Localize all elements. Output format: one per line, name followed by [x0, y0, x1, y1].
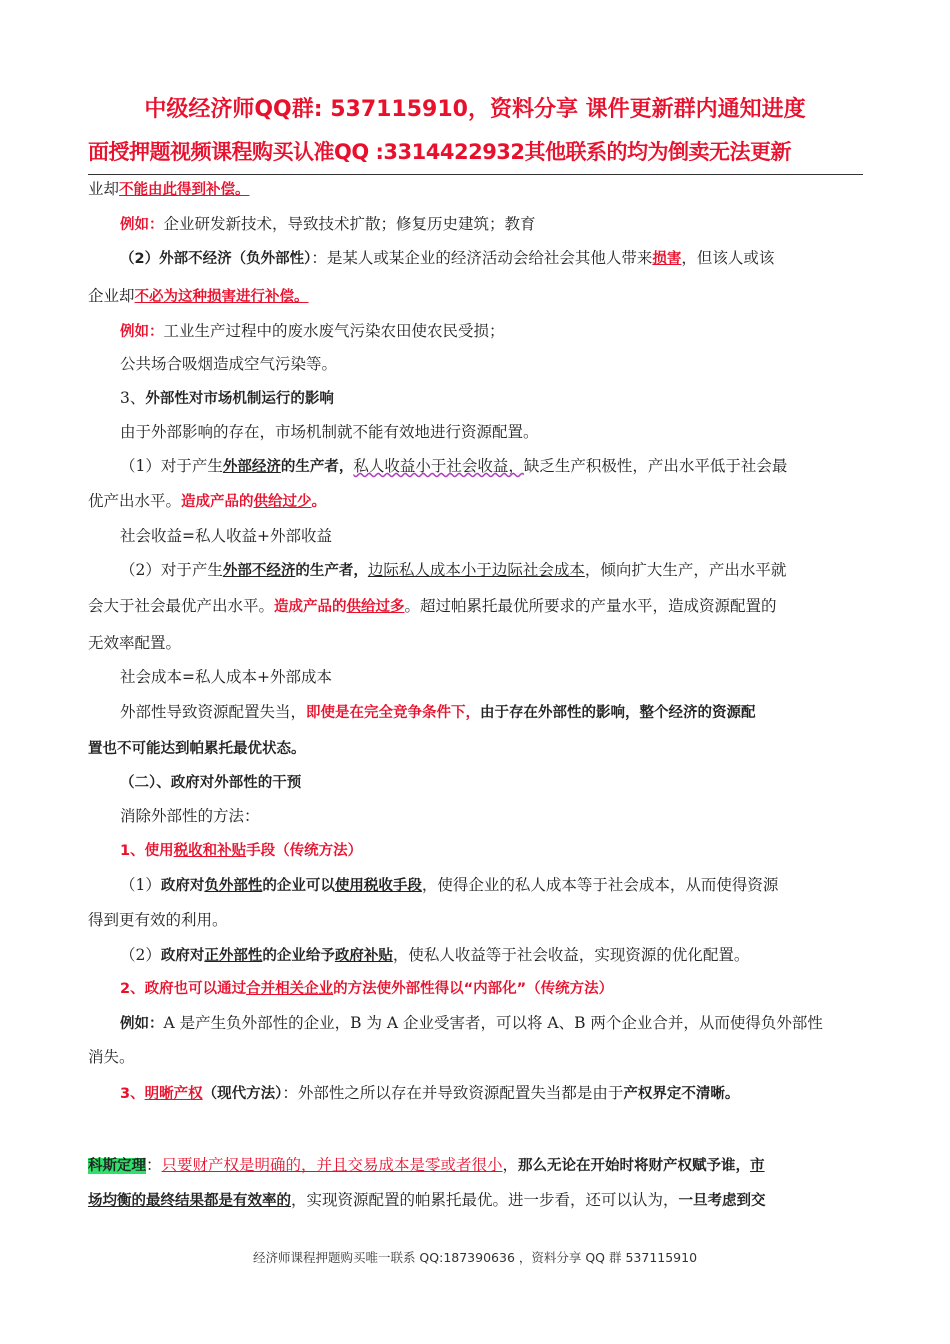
- paragraph-line: 优产出水平。造成产品的供给过少。: [88, 492, 327, 510]
- paragraph-line: 社会成本=私人成本+外部成本: [120, 668, 332, 686]
- paragraph-line: （1）对于产生外部经济的生产者，私人收益小于社会收益，缺乏生产积极性，产出水平低于社会最: [120, 457, 788, 475]
- paragraph-line: 场均衡的最终结果都是有效率的，实现资源配置的帕累托最优。进一步看，还可以认为，一旦考虑到交: [88, 1191, 766, 1209]
- section-heading: 1、使用税收和补贴手段（传统方法）: [120, 843, 363, 859]
- paragraph-line: 得到更有效的利用。: [88, 911, 228, 929]
- paragraph-line: 业却不能由此得到补偿。: [88, 180, 250, 198]
- page-footer: 经济师课程押题购买唯一联系 QQ:187390636 ，资料分享 QQ 群 537115910: [252, 1250, 698, 1265]
- paragraph-line: （2）外部不经济（负外部性）：是某人或某企业的经济活动会给社会其他人带来损害，但该人或该: [120, 249, 775, 267]
- paragraph-line: 例如：工业生产过程中的废水废气污染农田使农民受损；: [120, 322, 505, 340]
- paragraph-line: （2）对于产生外部不经济的生产者，边际私人成本小于边际社会成本，倾向扩大生产，产出水平就: [120, 561, 787, 579]
- paragraph-line: 无效率配置。: [88, 634, 182, 652]
- paragraph-line: （1）政府对负外部性的企业可以使用税收手段，使得企业的私人成本等于社会成本，从而使得资源: [120, 876, 779, 894]
- paragraph-line: 3、外部性对市场机制运行的影响: [120, 389, 334, 407]
- paragraph-line: 企业却不必为这种损害进行补偿。: [88, 287, 309, 305]
- header-divider: [88, 174, 863, 175]
- paragraph-line: 由于外部影响的存在，市场机制就不能有效地进行资源配置。: [120, 423, 539, 441]
- header-line-2: 面授押题视频课程购买认准QQ :3314422932其他联系的均为倒卖无法更新: [88, 140, 792, 164]
- section-heading: 3、明晰产权（现代方法）：外部性之所以存在并导致资源配置失当都是由于产权界定不清晰。: [120, 1084, 740, 1102]
- paragraph-line: 例如：A 是产生负外部性的企业，B 为 A 企业受害者，可以将 A、B 两个企业合并，从而使得负外部性: [120, 1014, 823, 1032]
- paragraph-line: 社会收益=私人收益+外部收益: [120, 527, 332, 545]
- section-heading: 2、政府也可以通过合并相关企业的方法使外部性得以“内部化”（传统方法）: [120, 981, 614, 997]
- paragraph-line: 科斯定理：只要财产权是明确的，并且交易成本是零或者很小，那么无论在开始时将财产权赋予谁，市: [88, 1156, 765, 1174]
- paragraph-line: 消失。: [88, 1048, 135, 1066]
- paragraph-line: 外部性导致资源配置失当，即使是在完全竞争条件下，由于存在外部性的影响，整个经济的资源配: [120, 703, 756, 721]
- paragraph-line: 消除外部性的方法：: [120, 807, 260, 825]
- header-line-1: 中级经济师QQ群: 537115910，资料分享 课件更新群内通知进度: [144, 97, 806, 122]
- section-heading: （二）、政府对外部性的干预: [120, 775, 302, 791]
- paragraph-line: 例如：企业研发新技术，导致技术扩散；修复历史建筑；教育: [120, 215, 536, 233]
- paragraph-line: （2）政府对正外部性的企业给予政府补贴，使私人收益等于社会收益，实现资源的优化配置。: [120, 946, 750, 964]
- paragraph-line: 置也不可能达到帕累托最优状态。: [88, 741, 306, 757]
- paragraph-line: 会大于社会最优产出水平。造成产品的供给过多。超过帕累托最优所要求的产量水平，造成资源配置的: [88, 597, 777, 615]
- paragraph-line: 公共场合吸烟造成空气污染等。: [120, 355, 338, 373]
